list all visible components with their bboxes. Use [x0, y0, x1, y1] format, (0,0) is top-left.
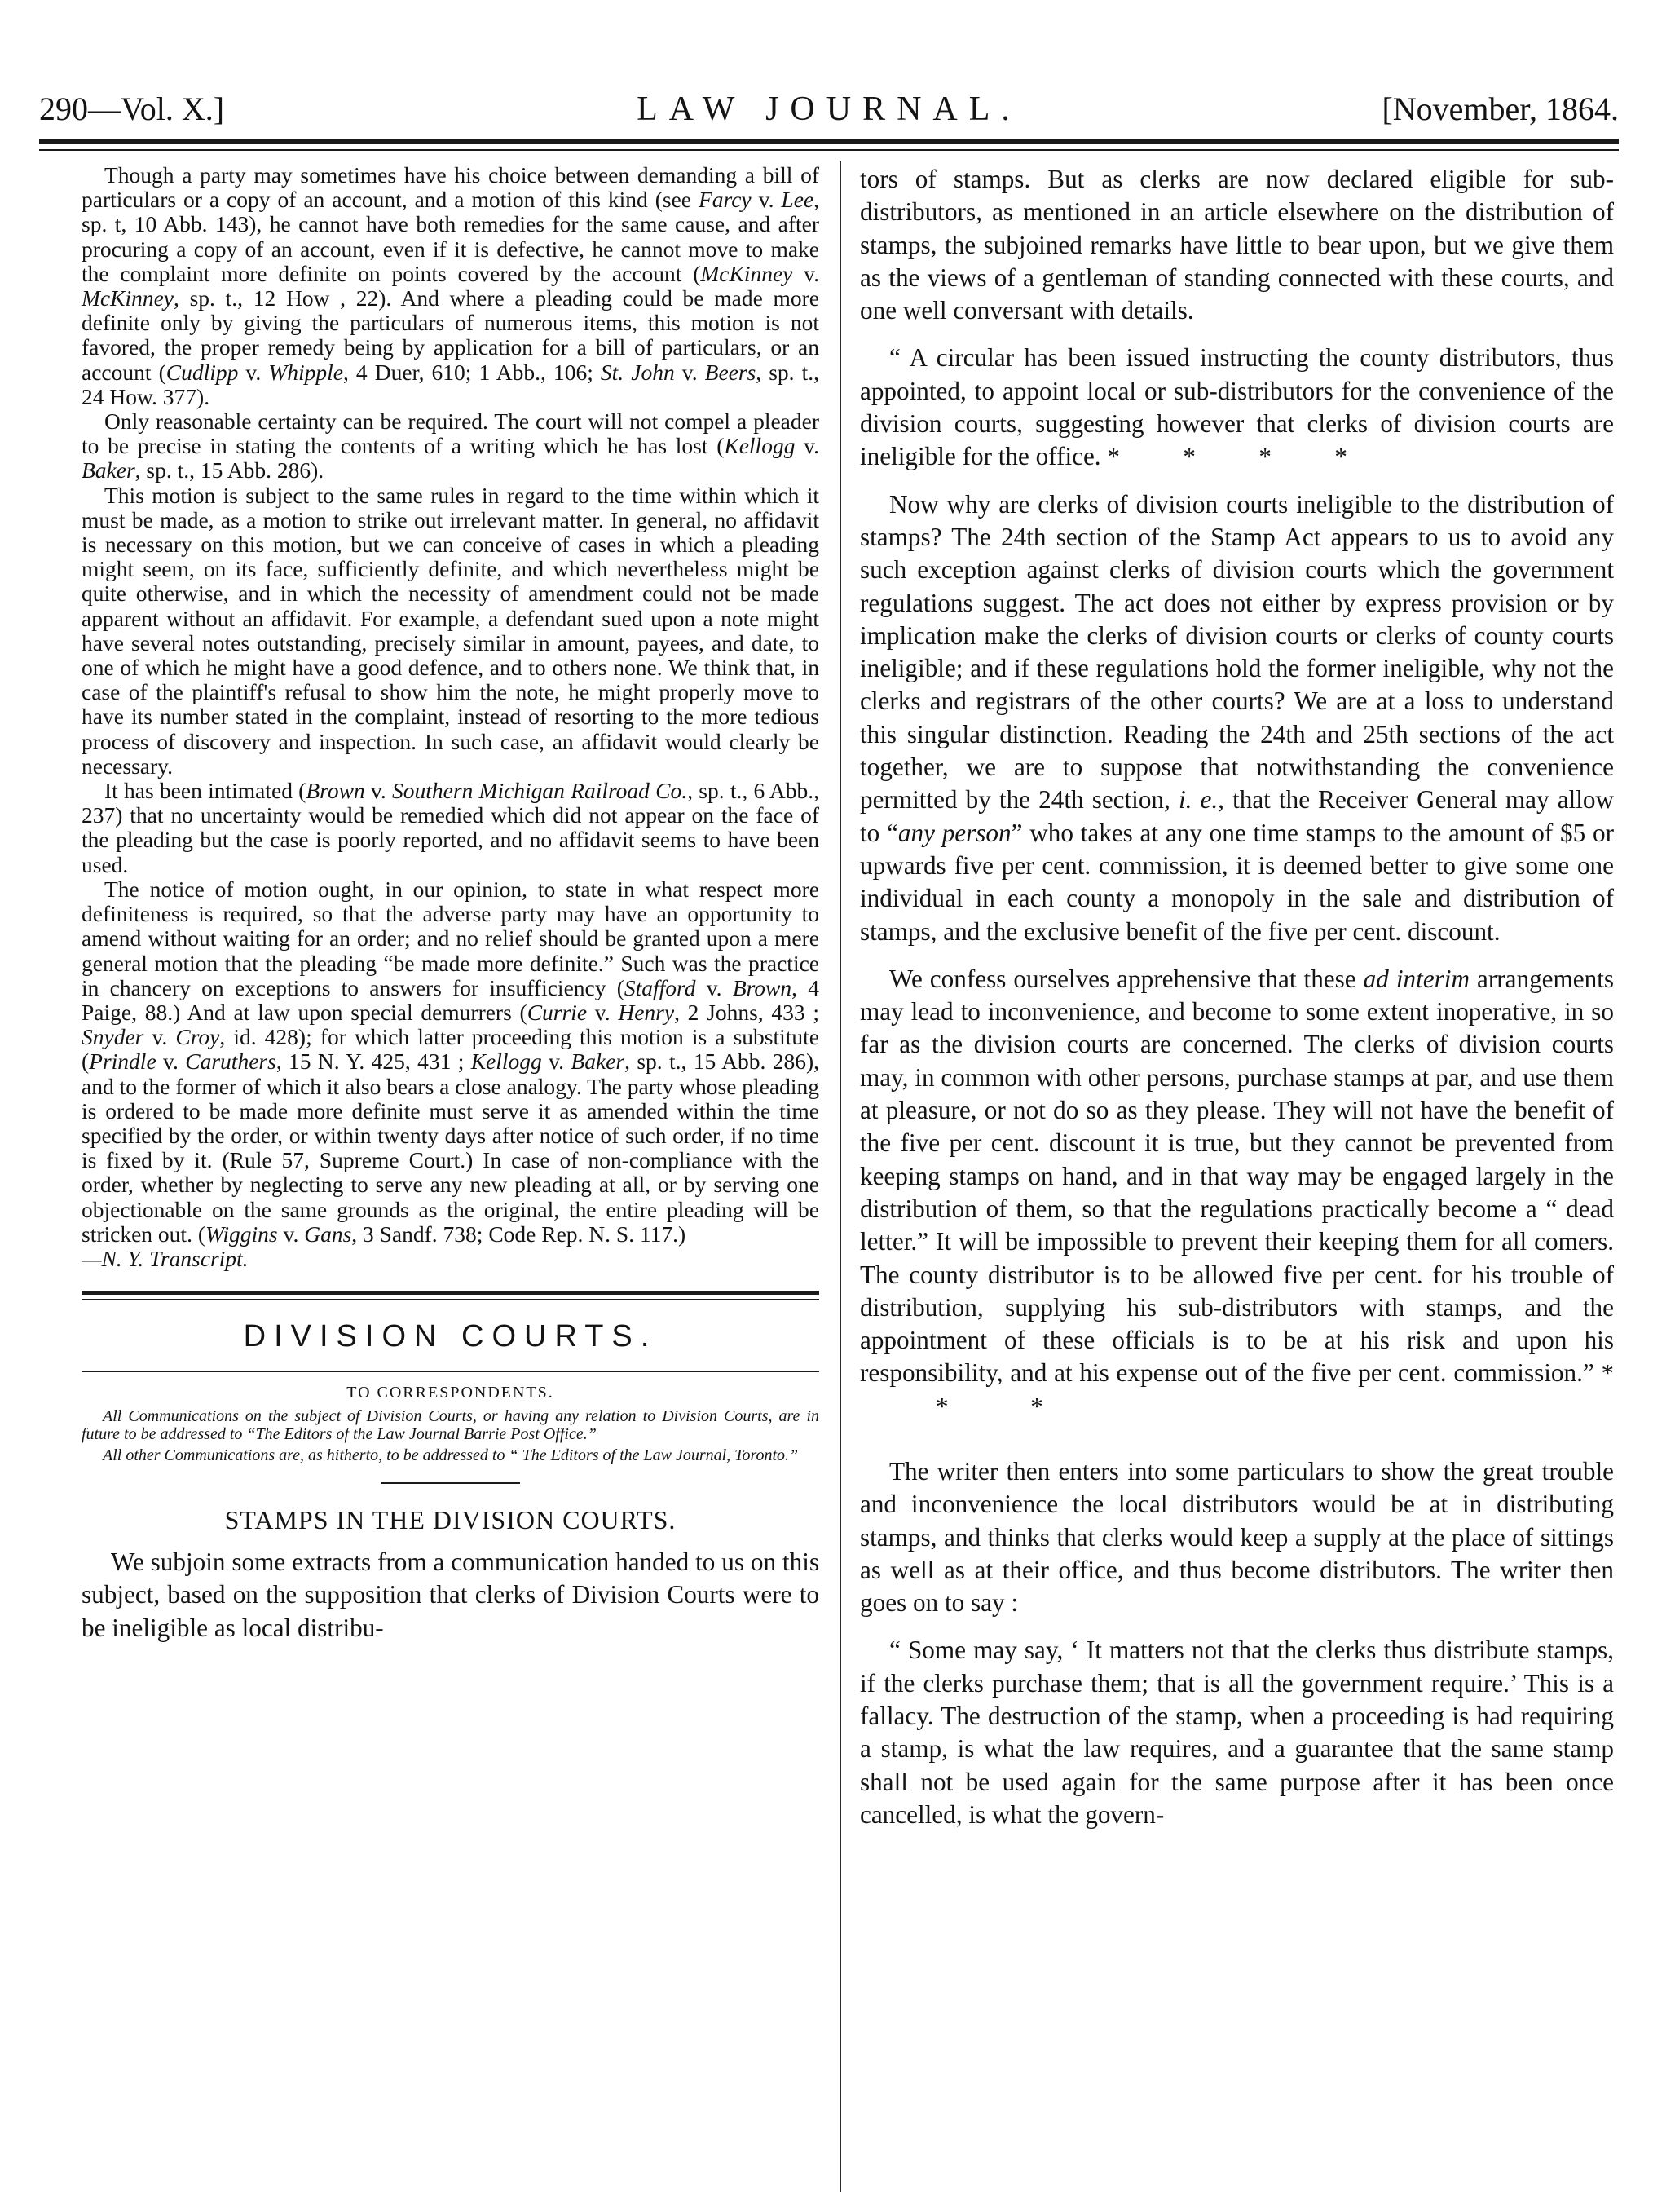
correspondents-note-other: All other Communications are, as hitherto, to be addressed to “ The Editors of the Law Journal, Toronto.” [103, 1446, 799, 1465]
issue-date: [November, 1864. [1382, 91, 1619, 127]
paragraph-apprehensive: We confess ourselves apprehensive that these ad interim arrangements may lead to inconvenience, and become to some extent inoperative, in so far as the division courts are concerned. The clerks of division courts may, in common with other persons, purchase stamps at par, and use them at pleasure, or not do so as they please. They will not have the benefit of the five per cent. discount it is true, but they cannot be prevented from keeping stamps on hand, and in that way may be engaged largely in the distribution of them, so that the regulations practically become a “ dead letter.” It will be impossible to prevent their keeping them for all comers. The county distributor is to be allowed five per cent. for his trouble of distribution, supplying his sub-distributors with stamps, and the appointment of these officials is to be at his risk and upon his responsibility, and at his expense out of the five per cent. commission.” * * * [860, 964, 1614, 1420]
section-heading-division-courts: DIVISION COURTS. [243, 1319, 658, 1354]
source-credit: —N. Y. Transcript. [82, 1245, 249, 1271]
left-column [82, 163, 819, 1645]
short-divider-rule [381, 1482, 520, 1484]
paragraph-particulars: Though a party may sometimes have his choice between demanding a bill of particulars or a copy of an account, and a motion of this kind (see Farcy v. Lee, sp. t, 10 Abb. 143), he cannot have both remedies for the same cause, and after procuring a copy of an account, even if it is defective, he cannot move to make the complaint more definite on points covered by the account (McKinney v. McKinney, sp. t., 12 How , 22). And where a pleading could be made more definite only by giving the particulars of numerous items, this motion is not favored, the proper remedy being by application for a bill of particulars, or an account (Cudlipp v. Whipple, 4 Duer, 610; 1 Abb., 106; St. John v. Beers, sp. t., 24 How. 377). [82, 162, 820, 409]
right-column [860, 163, 1614, 1831]
correspondents-heading: TO CORRESPONDENTS. [346, 1384, 554, 1402]
article-intro: We subjoin some extracts from a communication handed to us on this subject, based on the supposition that clerks of Division Courts were to be ineligible as local distribu- [82, 1548, 819, 1642]
header-rule-thick [39, 139, 1619, 144]
paragraph-writer-particulars: The writer then enters into some particulars to show the great trouble and inconvenience the local distributors would be at in distributing stamps, and thinks that clerks would keep a supply at the place of sittings as well as at their office, and thus become distributors. The writer then goes on to say : [860, 1456, 1614, 1618]
paragraph-reasonable-certainty: Only reasonable certainty can be required. The court will not compel a pleader to be precise in stating the contents of a writing which he has lost (Kellogg v. Baker, sp. t., 15 Abb. 286). [82, 408, 820, 483]
article-title: STAMPS IN THE DIVISION COURTS. [224, 1505, 677, 1535]
paragraph-intimated: It has been intimated (Brown v. Southern Michigan Railroad Co., sp. t., 6 Abb., 237) that no uncertainty would be remedied which did not appear on the face of the pleading but the case is poorly reported, and no affidavit seems to have been used. [82, 778, 820, 877]
paragraph-why-ineligible: Now why are clerks of division courts ineligible to the distribution of stamps? The 24th section of the Stamp Act appears to us to avoid any such exception against clerks of division courts which the government regulations suggest. The act does not either by express provision or by implication make the clerks of division courts or clerks of county courts ineligible; and if these regulations hold the former ineligible, why not the clerks and registrars of the other courts? We are at a loss to understand this singular distinction. Reading the 24th and 25th sections of the act together, we are to suppose that notwithstanding the convenience permitted by the 24th section, i. e., that the Receiver General may allow to “any person” who takes at any one time stamps to the amount of $5 or upwards five per cent. commission, it is deemed better to give some one individual in each county a monopoly in the sale and distribution of stamps, and the exclusive benefit of the five per cent. discount. [860, 489, 1614, 946]
journal-title: LAW JOURNAL. [637, 91, 1021, 128]
section-heading-rule [82, 1371, 819, 1372]
header-rule-thin [39, 149, 1619, 151]
ellipsis-asterisks: * * * [860, 1358, 1614, 1420]
paragraph-some-may-say: “ Some may say, ‘ It matters not that the clerks thus distribute stamps, if the clerks purchase them; that is all the government require.’ This is a fallacy. The destruction of the stamp, when a proceeding is had requiring a stamp, is what the law requires, and a guarantee that the same stamp shall not be used again for the same purpose after it has been once cancelled, is what the govern- [860, 1636, 1614, 1829]
running-head [39, 85, 1619, 134]
paragraph-continued-distributors: tors of stamps. But as clerks are now declared eligible for sub-distributors, as mentioned in an article elsewhere on the distribution of stamps, the subjoined remarks have little to bear upon, but we give them as the views of a gentleman of standing connected with these courts, and one well conversant with details. [860, 165, 1614, 325]
section-rule-thick [82, 1291, 819, 1295]
correspondents-note-division: All Communications on the subject of Division Courts, or having any relation to Division Courts, are in future to be addressed to “The Editors of the Law Journal Barrie Post Office.” [82, 1407, 819, 1444]
section-rule-thin [82, 1299, 819, 1300]
page-number-volume: 290—Vol. X.] [39, 91, 225, 127]
paragraph-time-rules: This motion is subject to the same rules in regard to the time within which it must be made, as a motion to strike out irrelevant matter. In general, no affidavit is necessary on this motion, but we can conceive of cases in which a pleading might seem, on its face, sufficiently definite, and which nevertheless might be quite otherwise, and in which the necessity of amendment could not be made apparent without an affidavit. For example, a defendant sued upon a note might have several notes outstanding, precisely similar in amount, payees, and date, to one of which he might have a good defence, and to others none. We think that, in case of the plaintiff's refusal to show him the note, he might properly move to have its number stated in the complaint, instead of resorting to the more tedious process of discovery and inspection. In such case, an affidavit would clearly be necessary. [82, 482, 819, 779]
column-divider [840, 161, 841, 2192]
paragraph-circular: “ A circular has been issued instructing the county distributors, thus appointed, to appoint local or sub-distributors for the convenience of the division courts, suggesting however that clerks of division courts are ineligible for the office. * * * * [860, 343, 1614, 471]
paragraph-notice-of-motion: The notice of motion ought, in our opinion, to state in what respect more definiteness is required, so that the adverse party may have an opportunity to amend without waiting for an order; and no relief should be granted upon a mere general motion that the pleading “be made more definite.” Such was the practice in chancery on exceptions to answers for insufficiency (Stafford v. Brown, 4 Paige, 88.) And at law upon special demurrers (Currie v. Henry, 2 Johns, 433 ; Snyder v. Croy, id. 428); for which latter proceeding this motion is a substitute (Prindle v. Caruthers, 15 N. Y. 425, 431 ; Kellogg v. Baker, sp. t., 15 Abb. 286), and to the former of which it also bears a close analogy. The party whose pleading is ordered to be made more definite must serve it as amended within the time specified by the order, or within twenty days after notice of such order, if no time is fixed by it. (Rule 57, Supreme Court.) In case of non-compliance with the order, whether by neglecting to serve any new pleading at all, or by serving one objectionable on the same grounds as the original, the entire pleading will be stricken out. (Wiggins v. Gans, 3 Sandf. 738; Code Rep. N. S. 117.) [82, 876, 820, 1247]
ellipsis-asterisks: * * * * [1107, 442, 1347, 471]
